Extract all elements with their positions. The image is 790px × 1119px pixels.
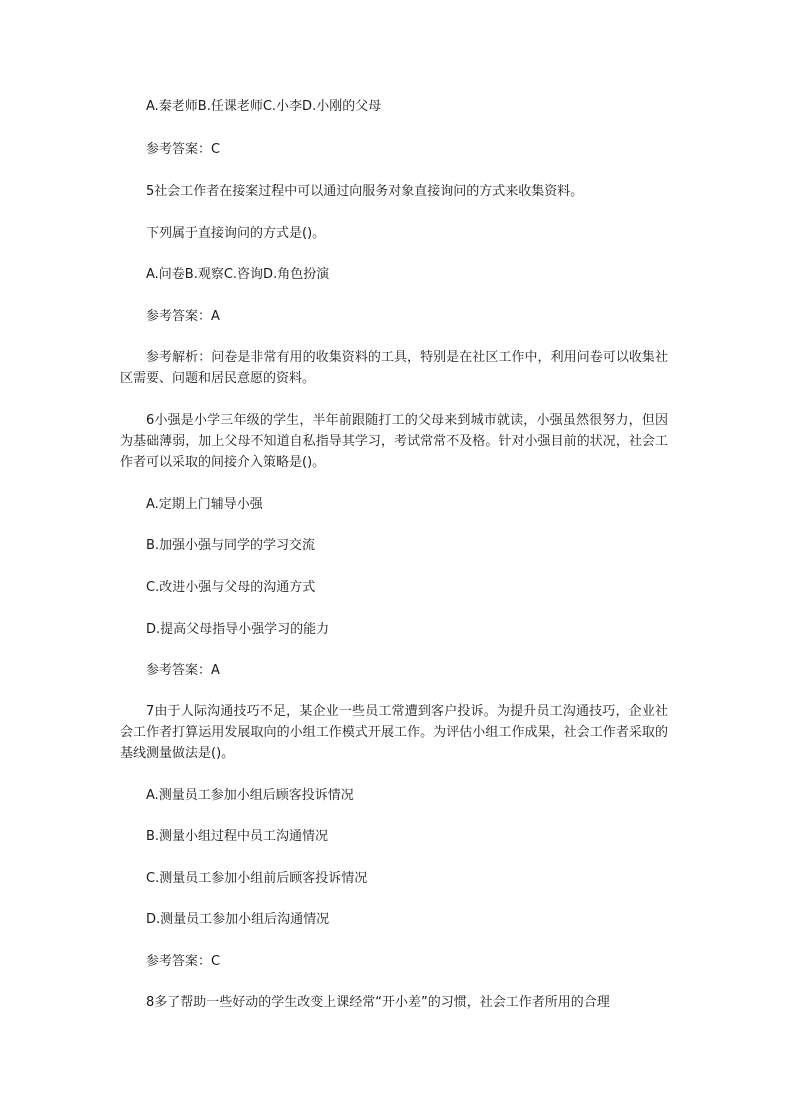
q5-stem-line1: 5社会工作者在接案过程中可以通过向服务对象直接询问的方式来收集资料。 [146, 184, 584, 199]
q5-answer: 参考答案：A [146, 309, 220, 324]
q7-option-b: B.测量小组过程中员工沟通情况 [146, 829, 329, 844]
q6-option-a: A.定期上门辅导小强 [146, 497, 263, 512]
q6-option-d: D.提高父母指导小强学习的能力 [146, 622, 330, 637]
q4-options: A.秦老师B.任课老师C.小李D.小刚的父母 [146, 99, 382, 114]
q6-option-b: B.加强小强与同学的学习交流 [146, 538, 316, 553]
q6-answer: 参考答案：A [146, 663, 220, 678]
q5-options: A.问卷B.观察C.咨询D.角色扮演 [146, 267, 330, 282]
q7-option-d: D.测量员工参加小组后沟通情况 [146, 912, 330, 927]
q6-option-c: C.改进小强与父母的沟通方式 [146, 580, 316, 595]
q5-stem-line2: 下列属于直接询问的方式是()。 [146, 226, 326, 241]
q5-analysis: 参考解析：问卷是非常有用的收集资料的工具，特别是在社区工作中，利用问卷可以收集社区需要、问题和居民意愿的资料。 [120, 350, 668, 386]
q8-stem: 8多了帮助一些好动的学生改变上课经常“开小差”的习惯，社会工作者所用的合理 [146, 995, 610, 1010]
q7-stem: 7由于人际沟通技巧不足，某企业一些员工常遭到客户投诉。为提升员工沟通技巧，企业社会工作者打算运用发展取向的小组工作模式开展工作。为评估小组工作成果，社会工作者采取的基线测量做法是()。 [120, 704, 668, 761]
q7-option-c: C.测量员工参加小组前后顾客投诉情况 [146, 871, 368, 886]
q7-answer: 参考答案：C [146, 954, 221, 969]
q4-answer: 参考答案：C [146, 142, 221, 157]
q7-option-a: A.测量员工参加小组后顾客投诉情况 [146, 788, 354, 803]
q6-stem: 6小强是小学三年级的学生，半年前跟随打工的父母来到城市就读，小强虽然很努力，但因为基础薄弱，加上父母不知道自私指导其学习，考试常常不及格。针对小强目前的状况，社会工作者可以采取的间接介入策略是()。 [120, 413, 668, 470]
